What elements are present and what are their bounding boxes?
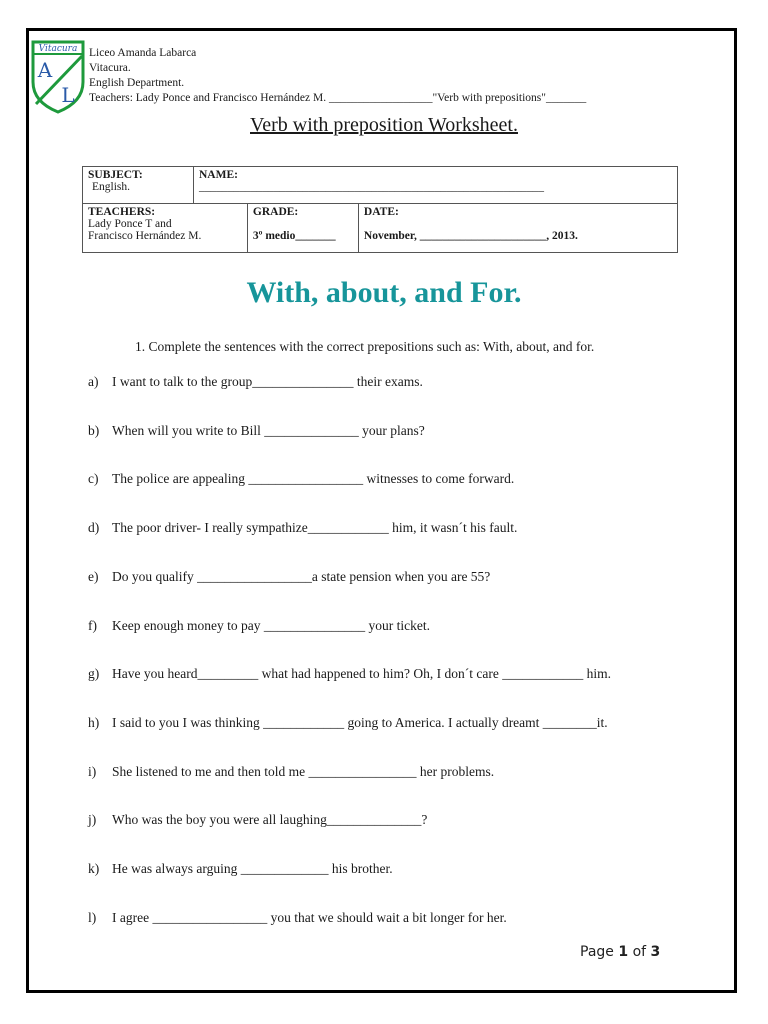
question-item[interactable] bbox=[88, 910, 507, 926]
question-item[interactable] bbox=[88, 861, 393, 877]
name-cell[interactable] bbox=[194, 167, 678, 204]
school-city: Vitacura. bbox=[89, 62, 131, 74]
question-item[interactable] bbox=[88, 423, 425, 439]
teachers-line: Teachers: Lady Ponce and Francisco Hernández M. __________________"Verb with prepositions"_______ bbox=[89, 92, 587, 104]
subject-value: English. bbox=[92, 181, 131, 193]
page-current: 1 bbox=[618, 944, 629, 960]
question-letter: b) bbox=[88, 422, 100, 438]
logo-letter-l: L bbox=[61, 83, 75, 107]
question-item[interactable] bbox=[88, 812, 427, 828]
school-name: Liceo Amanda Labarca bbox=[89, 47, 197, 59]
question-text[interactable]: I said to you I was thinking ____________ going to America. I actually dreamt ________it. bbox=[112, 714, 608, 730]
date-value[interactable]: November, ______________________, 2013. bbox=[363, 230, 578, 242]
date-label: DATE: bbox=[363, 206, 399, 218]
question-letter: f) bbox=[88, 617, 97, 633]
question-text[interactable]: Keep enough money to pay _______________ your ticket. bbox=[112, 617, 430, 633]
teachers-value-2: Francisco Hernández M. bbox=[88, 230, 202, 242]
question-letter: h) bbox=[88, 714, 100, 730]
info-table bbox=[82, 166, 678, 253]
teachers-label: TEACHERS: bbox=[88, 206, 156, 218]
question-item[interactable] bbox=[88, 471, 514, 487]
teachers-cell bbox=[83, 204, 248, 253]
question-letter: k) bbox=[88, 861, 100, 876]
department-name: English Department. bbox=[89, 77, 185, 89]
question-letter: j) bbox=[88, 812, 97, 828]
page-of: of bbox=[632, 944, 647, 960]
question-item[interactable] bbox=[88, 764, 494, 780]
question-letter: l) bbox=[88, 909, 97, 925]
logo-script: Vitacura bbox=[38, 44, 78, 54]
question-text[interactable]: Have you heard_________ what had happened to him? Oh, I don´t care ____________ him. bbox=[112, 666, 612, 682]
question-letter: i) bbox=[88, 763, 97, 779]
worksheet-title: Verb with preposition Worksheet. bbox=[250, 114, 518, 136]
question-text[interactable]: I want to talk to the group_______________ their exams. bbox=[112, 374, 423, 389]
question-text[interactable]: The poor driver- I really sympathize____________ him, it wasn´t his fault. bbox=[112, 520, 518, 536]
school-header bbox=[89, 46, 586, 106]
question-letter: e) bbox=[88, 568, 99, 584]
question-text[interactable]: I agree _________________ you that we should wait a bit longer for her. bbox=[112, 909, 507, 925]
name-line[interactable]: ____________________________________________________________ bbox=[199, 181, 544, 193]
question-item[interactable] bbox=[88, 374, 423, 390]
question-letter: a) bbox=[88, 374, 99, 389]
question-letter: c) bbox=[88, 471, 99, 487]
page-prefix: Page bbox=[580, 944, 614, 960]
question-text[interactable]: Do you qualify _________________a state pension when you are 55? bbox=[112, 568, 491, 584]
school-logo bbox=[30, 38, 86, 114]
question-item[interactable] bbox=[88, 569, 490, 585]
question-item[interactable] bbox=[88, 520, 517, 536]
teachers-value-1: Lady Ponce T and bbox=[88, 218, 172, 230]
name-label: NAME: bbox=[199, 169, 238, 181]
logo-letter-a: A bbox=[37, 58, 53, 82]
grade-cell[interactable] bbox=[247, 204, 358, 253]
question-text[interactable]: He was always arguing _____________ his brother. bbox=[112, 861, 393, 876]
instruction: 1. Complete the sentences with the correct prepositions such as: With, about, and for. bbox=[135, 339, 595, 354]
grade-value[interactable]: 3º medio_______ bbox=[252, 230, 336, 242]
subject-label: SUBJECT: bbox=[88, 169, 143, 181]
question-letter: g) bbox=[88, 666, 100, 682]
question-item[interactable] bbox=[88, 715, 608, 731]
question-text[interactable]: When will you write to Bill ______________ your plans? bbox=[112, 422, 425, 438]
subject-cell bbox=[83, 167, 194, 204]
question-item[interactable] bbox=[88, 666, 611, 682]
section-heading: With, about, and For. bbox=[246, 276, 522, 309]
question-item[interactable] bbox=[88, 618, 430, 634]
page-number bbox=[580, 944, 660, 960]
grade-label: GRADE: bbox=[252, 206, 299, 218]
question-letter: d) bbox=[88, 520, 100, 536]
question-text[interactable]: The police are appealing _________________ witnesses to come forward. bbox=[112, 471, 515, 487]
page-total: 3 bbox=[650, 944, 661, 960]
date-cell[interactable] bbox=[358, 204, 677, 253]
question-text[interactable]: Who was the boy you were all laughing______________? bbox=[112, 812, 428, 828]
question-text[interactable]: She listened to me and then told me ________________ her problems. bbox=[112, 763, 495, 779]
